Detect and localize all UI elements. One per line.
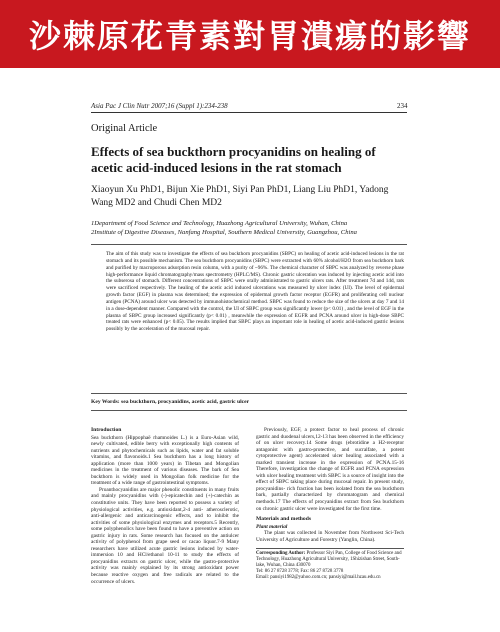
- affiliations: [91, 220, 411, 237]
- affiliation-1: 1Department of Food Science and Technology, Huazhong Agricultural University, Wuhan, China: [91, 220, 348, 227]
- author-list: Xiaoyun Xu PhD1, Bijun Xie PhD1, Siyi Pan PhD1, Liang Liu PhD1, Yadong Wang MD2 and Chudi Chen MD2: [91, 185, 389, 208]
- abstract-bottom-rule: [91, 393, 407, 394]
- header-rule: [91, 112, 407, 113]
- page-number: 234: [397, 102, 408, 110]
- plant-material-heading: Plant material: [256, 523, 288, 530]
- corr-label: Corresponding Author:: [256, 551, 306, 557]
- article-type: Original Article: [91, 123, 158, 134]
- keywords-rule: [91, 410, 407, 411]
- running-head: Asia Pac J Clin Nutr 2007;16 (Suppl 1):234-238: [91, 102, 228, 110]
- right-column: [256, 427, 404, 581]
- intro-paragraph-2: Proanthocyanidins are major phenolic constituents in many fruits and mainly procyanidins with (-)-epicatechin and (+)-catechin as constitutive units. They have been reported to possess a variety of physiological activities, e.g. antioxidant,2-4 anti- atherosclerotic, anti-allergenic and anticarcinogenic effects, and to inhibit the activities of some physiological enzymes and receptors.5 Recently, some polyphenolics have been found to have a preventive action on gastric injury in rats. Some research has focused on the antiulcer activity of polyphenol from grape seed or cacao liquor.7-9 Many researchers have utilized acute gastric lesions induced by water-immersion 10 and HCl/ethanol 10-11 to study the effects of procyanidins extracts on gastric ulcer, while the gastro-protective activity was mainly explained by its strong antioxidant power because reactive oxygen and free radicals are related to the occurrence of ulcers.: [91, 486, 239, 585]
- corr-rule: [256, 548, 404, 549]
- plant-material-text: The plant was collected in November from Northwest Sci-Tech University of Agriculture and Forestry (Yanglin, China).: [256, 530, 404, 543]
- right-paragraph-1: Previously, EGF, a protect factor to heal process of chronic gastric and duodenal ulcers,12-13 has been observed in the efficiency of on ulcer recovery.14 Some drugs (ebrotidine a H2-receptor antagonist with gastro-protective, and sucralfate, a potent cytoprotective agent) accelerated ulcer healing associated with a marked transient increase in the expression of PCNA.15-16 Therefore, investigation the change of EGFR and PCNA expression with ulcer healing treatment with SBPC is a source of insight into the effect of SBPC taking place during mucosal repair. In present study, procyanidins- rich fraction has been isolated from the sea buckthorn bark, partially characterized by chromatogram and chemical methods.17 The effects of procyanidins extract from Sea buckthorn on chronic gastric ulcer were investigated for the first time.: [256, 427, 404, 512]
- abstract-top-rule: [91, 244, 407, 245]
- article-title: Effects of sea buckthorn procyanidins on healing of acetic acid-induced lesions in the rat stomach: [91, 144, 376, 175]
- banner-title: 沙棘原花青素對胃潰瘍的影響: [28, 17, 471, 55]
- methods-heading: Materials and methods: [256, 516, 312, 523]
- corresponding-author: [256, 551, 404, 581]
- corr-email: Email: pansiyi1982@yahoo.com.cn; pansiyi@mail.hzau.edu.cn: [256, 575, 381, 581]
- corr-tel: Tel: 86 27 8728 3778; Fax: 86 27 8728 3778: [256, 569, 344, 575]
- intro-heading: Introduction: [91, 427, 122, 433]
- title-banner: [0, 0, 500, 68]
- paper-page: [0, 68, 500, 632]
- corr-text: Professor Siyi Pan, College of Food Science and Technology, Huazhong Agricultural University, 1Shizishan Street, South-lake, Wuhan, China 430070: [256, 551, 402, 569]
- affiliation-2: 2Institute of Digestive Diseases, Nanfang Hospital, Southern Medical University, Guangzhou, China: [91, 228, 357, 236]
- left-column: [91, 427, 239, 585]
- intro-paragraph-1: Sea buckthorn (Hippophaë rhamnoides L.) is a Euro-Asian wild, newly cultivated, edible berry with exceptionally high contents of nutrients and phytochemicals such as lipids, water and fat soluble vitamins, and flavonoids.1 Sea buckthorn has a long history of application (more than 1000 years) in Tibetan and Mongolian medicines in the treatment of various diseases. The bark of Sea buckthorn is widely used in Mongolian folk medicine for the treatment of a wide range of gastrointestinal symptoms.: [91, 434, 239, 487]
- abstract: The aim of this study was to investigate the effects of sea buckthorn procyanidins (SBPC) on healing of acetic acid-induced lesions in the rat stomach and its possible mechanism. The sea buckthorn procyanidins (SBPC) were extracted with 60% alcohol/H2O from sea buckthorn bark and purified by macroporous adsorption resin column, with a purity of ~96%. The chemical character of SBPC was analyzed by reverse phase high-performance liquid chromatography/mass spectrometry (HPLC/MS). Chronic gastric ulceration was induced by injecting acetic acid into the subserosa of stomach. Different concentrations of SBPC were orally administrated to gastric ulcers rats. After treatment 7d and 14d, rats were sacrificed respectively. The healing of the acetic acid induced ulcerations was measured by ulcer index (UI). The level of epidermal growth factor (EGF) in plasma was determined; the expression of epidermal growth factor receptor (EGFR) and proliferating cell nuclear antigen (PCNA) around ulcer was detected by immunohistochemical method. SBPC was found to reduce the size of the ulcers at day 7 and 14 in a dose-dependent manner. Compared with the control, the UI of SBPC group was significantly lower (p< 0.01) , and the level of EGF in the plasma of SBPC group increased significantly (p< 0.01) , meanwhile the expression of EGFR and PCNA around ulcer in high-dose SBPC treated rats were enhanced (p< 0.05). The results implied that SBPC plays an important role in healing of acetic acid-induced gastric lesions possibly by the acceleration of the mucosal repair.: [106, 251, 404, 333]
- keywords: Key Words: sea buckthorn, procyanidins, acetic acid, gastric ulcer: [91, 399, 250, 405]
